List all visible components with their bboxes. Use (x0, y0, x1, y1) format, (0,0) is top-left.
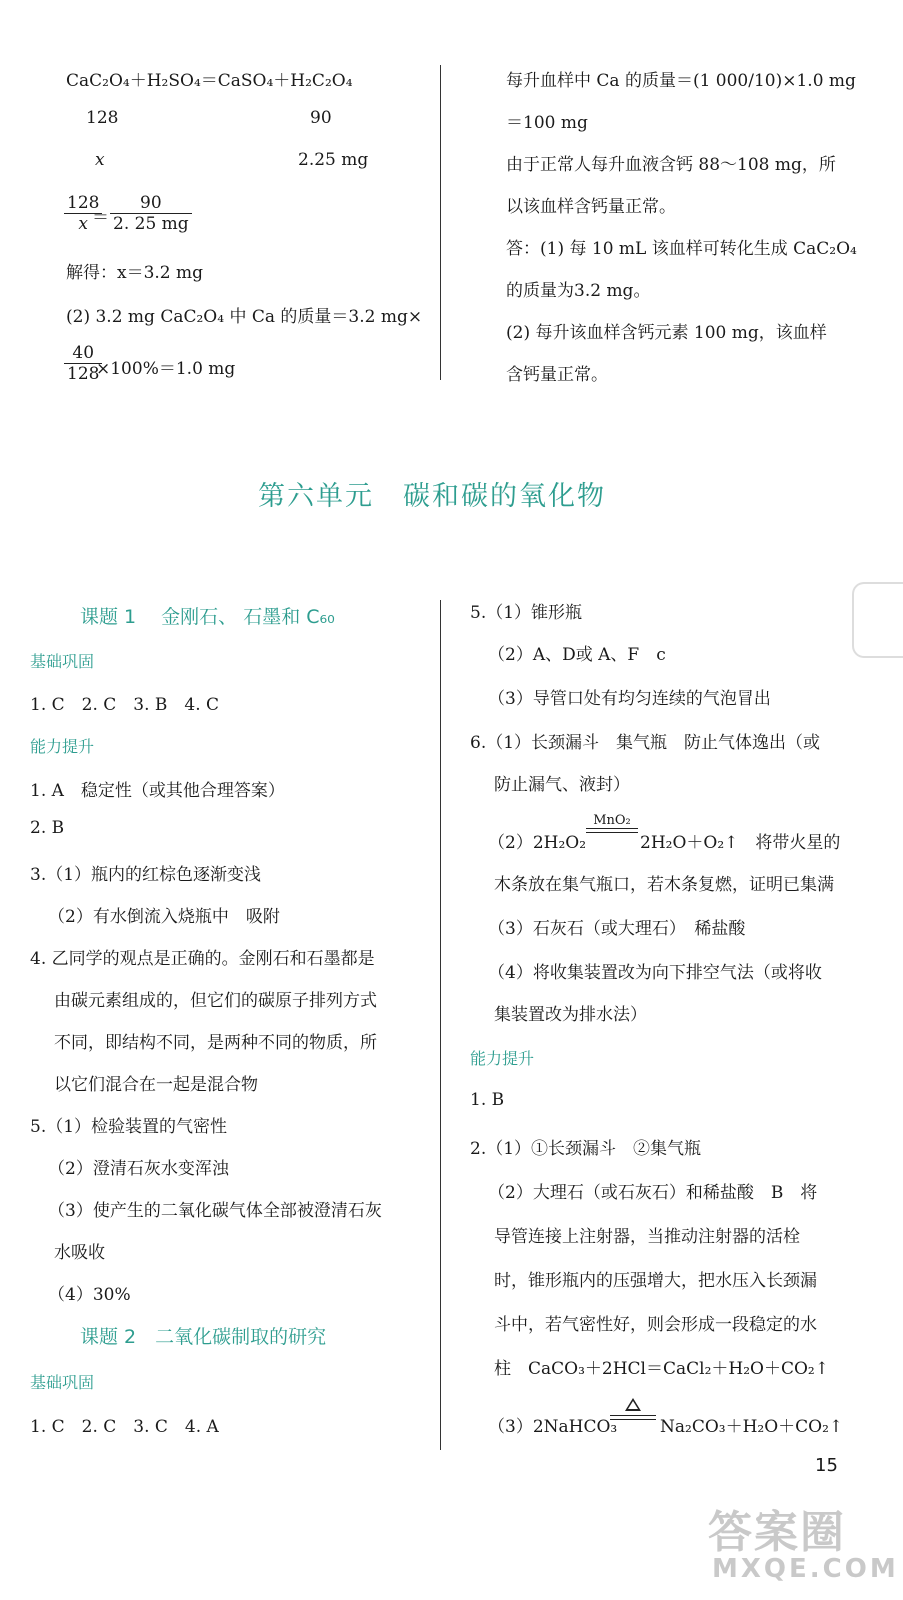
right-item-13: 导管连接上注射器，当推动注射器的活栓 (494, 1227, 800, 1247)
section-ability-1: 能力提升 (30, 737, 95, 756)
left-item-8: 以它们混合在一起是混合物 (54, 1075, 258, 1095)
molar-mass-a: 128 (86, 108, 119, 128)
part2-num: 40 (64, 343, 102, 364)
left-item-13: （4）30% (48, 1285, 131, 1305)
known-mass: 2.25 mg (298, 150, 369, 170)
top-right-line-8: 含钙量正常。 (506, 365, 608, 385)
left-item-3: 3.（1）瓶内的红棕色逐渐变浅 (30, 865, 262, 885)
eq2-condition (610, 1398, 656, 1420)
basic-answers-2: 1. C 2. C 3. C 4. A (30, 1417, 219, 1437)
heat-triangle-icon (610, 1398, 656, 1415)
ratio-right-num: 90 (110, 193, 192, 214)
right-item-4: 6.（1）长颈漏斗 集气瓶 防止气体逸出（或 (470, 733, 821, 753)
left-item-7: 不同，即结构不同，是两种不同的物质，所 (54, 1033, 377, 1053)
part2-line: (2) 3.2 mg CaC₂O₄ 中 Ca 的质量＝3.2 mg× (66, 307, 423, 327)
left-item-12: 水吸收 (54, 1243, 105, 1263)
lesson2-heading: 课题 2 二氧化碳制取的研究 (80, 1326, 327, 1348)
left-item-4: （2）有水倒流入烧瓶中 吸附 (48, 907, 280, 927)
eq1-post: 2H₂O＋O₂↑ 将带火星的 (640, 833, 841, 853)
page-number: 15 (815, 1455, 838, 1476)
eq2-equals-bar (610, 1415, 656, 1420)
top-column-divider (440, 65, 441, 380)
ratio-equals: ＝ (92, 208, 109, 228)
top-right-line-7: (2) 每升该血样含钙元素 100 mg，该血样 (506, 323, 827, 343)
eq1-pre: （2）2H₂O₂ (488, 833, 587, 853)
ratio-right-fraction (110, 193, 192, 234)
top-right-line-4: 以该血样含钙量正常。 (506, 197, 676, 217)
right-item-9: 集装置改为排水法） (494, 1005, 647, 1025)
right-item-8: （4）将收集装置改为向下排空气法（或将收 (488, 963, 822, 983)
side-tab-decoration (852, 582, 903, 658)
eq1-equals-bar (586, 828, 638, 833)
section-basic-2: 基础巩固 (30, 1373, 95, 1392)
right-item-5: 防止漏气、液封） (494, 775, 630, 795)
right-item-2: （2）A、D或 A、F c (488, 645, 666, 665)
eq1-condition (586, 814, 638, 833)
equation-line: CaC₂O₄＋H₂SO₄＝CaSO₄＋H₂C₂O₄ (66, 71, 353, 91)
top-right-line-2: ＝100 mg (506, 113, 588, 133)
watermark-url: MXQE.COM (712, 1554, 899, 1584)
ratio-right-den: 2. 25 mg (113, 214, 189, 234)
ratio-left-den: x (78, 214, 89, 234)
part2-tail: ×100%＝1.0 mg (96, 359, 236, 379)
right-item-7: （3）石灰石（或大理石） 稀盐酸 (488, 919, 746, 939)
watermark-logo: 答案圈 (708, 1507, 846, 1558)
lesson1-heading: 课题 1 金刚石、 石墨和 C₆₀ (80, 606, 335, 628)
left-item-5: 4. 乙同学的观点是正确的。金刚石和石墨都是 (30, 949, 375, 969)
eq2-pre: （3）2NaHCO₃ (488, 1417, 618, 1437)
right-item-11: 2.（1）①长颈漏斗 ②集气瓶 (470, 1139, 702, 1159)
left-item-1: 1. A 稳定性（或其他合理答案） (30, 781, 285, 801)
right-item-10: 1. B (470, 1090, 505, 1110)
left-item-6: 由碳元素组成的，但它们的碳原子排列方式 (54, 991, 377, 1011)
part2-den: 128 (67, 364, 100, 384)
molar-mass-b: 90 (310, 108, 332, 128)
basic-answers-1: 1. C 2. C 3. B 4. C (30, 695, 220, 715)
right-item-15: 斗中，若气密性好，则会形成一段稳定的水 (494, 1315, 817, 1335)
solve-line: 解得：x＝3.2 mg (66, 263, 204, 283)
right-item-12: （2）大理石（或石灰石）和稀盐酸 B 将 (488, 1183, 818, 1203)
unit-title: 第六单元 碳和碳的氧化物 (258, 481, 606, 512)
lower-column-divider (440, 600, 441, 1450)
right-item-3: （3）导管口处有均匀连续的气泡冒出 (488, 689, 771, 709)
unknown-x: x (95, 150, 105, 170)
right-item-6: 木条放在集气瓶口，若木条复燃，证明已集满 (494, 875, 834, 895)
eq1-catalyst: MnO₂ (593, 813, 631, 828)
left-item-9: 5.（1）检验装置的气密性 (30, 1117, 228, 1137)
top-right-line-6: 的质量为3.2 mg。 (506, 281, 651, 301)
right-item-14: 时，锥形瓶内的压强增大，把水压入长颈漏 (494, 1271, 817, 1291)
top-right-line-3: 由于正常人每升血液含钙 88～108 mg，所 (506, 155, 836, 175)
left-item-11: （3）使产生的二氧化碳气体全部被澄清石灰 (48, 1201, 382, 1221)
top-right-line-1: 每升血样中 Ca 的质量＝(1 000/10)×1.0 mg (506, 71, 856, 91)
section-basic-1: 基础巩固 (30, 652, 95, 671)
eq2-post: Na₂CO₃＋H₂O＋CO₂↑ (660, 1417, 844, 1437)
section-ability-2: 能力提升 (470, 1049, 535, 1068)
right-item-16: 柱 CaCO₃＋2HCl＝CaCl₂＋H₂O＋CO₂↑ (494, 1359, 829, 1379)
top-right-line-5: 答：(1) 每 10 mL 该血样可转化生成 CaC₂O₄ (506, 239, 857, 259)
left-item-2: 2. B (30, 818, 65, 838)
left-item-10: （2）澄清石灰水变浑浊 (48, 1159, 229, 1179)
ratio-left-num: 128 (64, 193, 102, 214)
right-item-1: 5.（1）锥形瓶 (470, 603, 583, 623)
